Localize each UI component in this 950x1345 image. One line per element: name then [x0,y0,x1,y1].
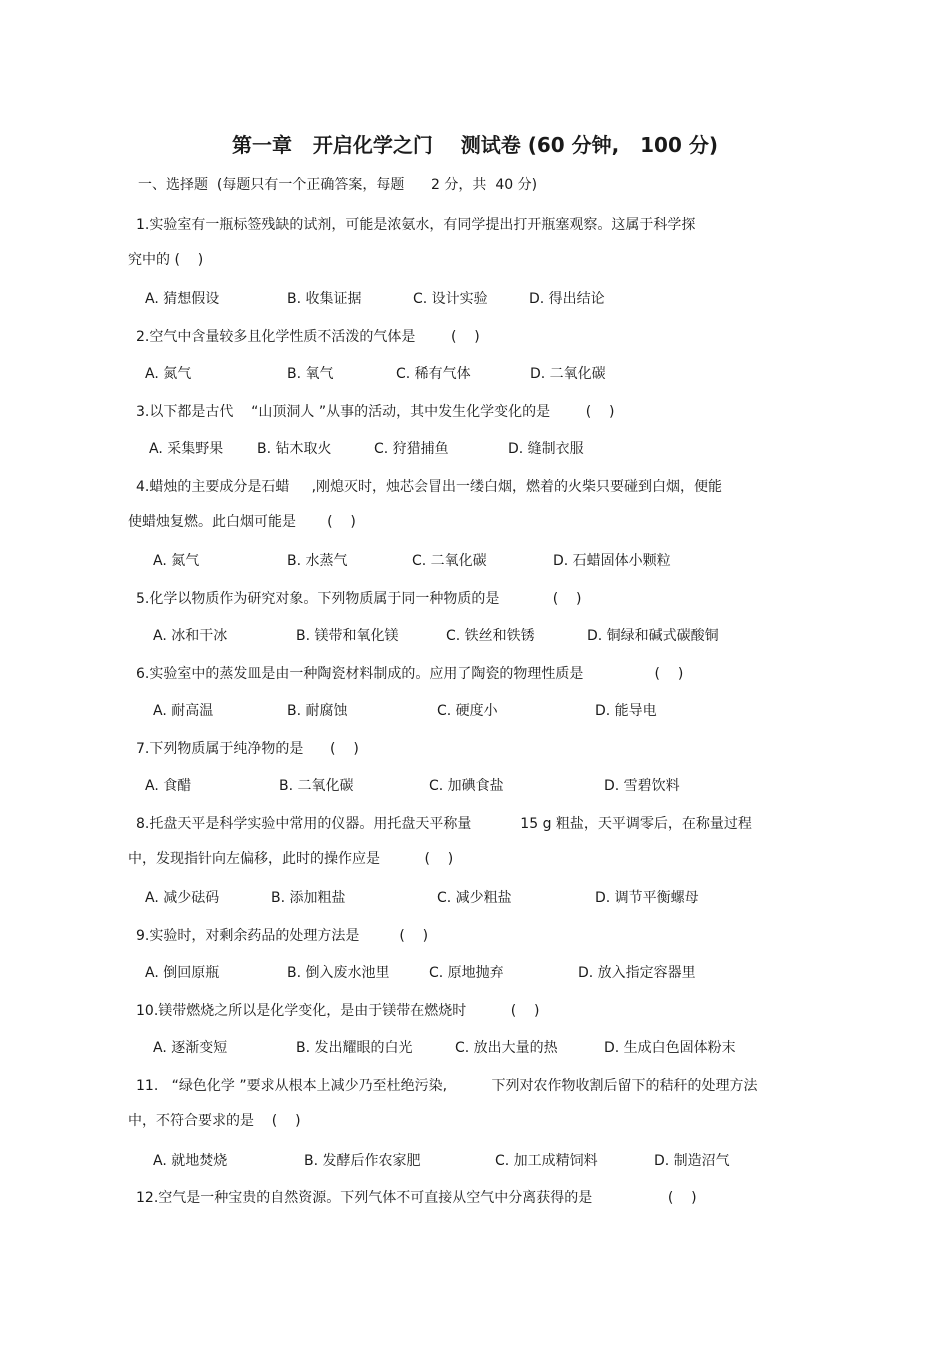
question-8-option-c: C. 减少粗盐 [437,890,512,906]
question-2-option-c: C. 稀有气体 [396,366,471,382]
question-11-option-a: A. 就地焚烧 [153,1153,228,1169]
question-4-option-d: D. 石蜡固体小颗粒 [553,553,671,569]
question-3-option-c: C. 狩猎捕鱼 [374,441,449,457]
question-7-option-c: C. 加碘食盐 [429,778,504,794]
question-9-option-c: C. 原地抛弃 [429,965,504,981]
question-4-option-a: A. 氮气 [153,553,200,569]
question-2-line-1: 2.空气中含量较多且化学性质不活泼的气体是 ( ) [136,329,480,345]
exam-title: 第一章 开启化学之门 测试卷 (60 分钟, 100 分) [232,133,718,157]
question-8-option-a: A. 减少砝码 [145,890,220,906]
question-3-option-b: B. 钻木取火 [257,441,332,457]
question-2-option-a: A. 氮气 [145,366,192,382]
question-6-option-b: B. 耐腐蚀 [287,703,348,719]
question-7-option-b: B. 二氧化碳 [279,778,354,794]
question-7-option-a: A. 食醋 [145,778,192,794]
question-9-option-a: A. 倒回原瓶 [145,965,220,981]
question-2-option-d: D. 二氧化碳 [530,366,606,382]
question-10-option-c: C. 放出大量的热 [455,1040,558,1056]
question-12-line-1: 12.空气是一种宝贵的自然资源。下列气体不可直接从空气中分离获得的是 ( ) [136,1190,697,1206]
question-10-option-b: B. 发出耀眼的白光 [296,1040,413,1056]
section-heading: 一、选择题 (每题只有一个正确答案，每题 2 分，共 40 分) [138,177,538,193]
question-3-line-1: 3.以下都是古代 “山顶洞人 ”从事的活动，其中发生化学变化的是 ( ) [136,404,615,420]
question-6-line-1: 6.实验室中的蒸发皿是由一种陶瓷材料制成的。应用了陶瓷的物理性质是 ( ) [136,666,684,682]
question-3-option-a: A. 采集野果 [149,441,224,457]
question-3-option-d: D. 缝制衣服 [508,441,584,457]
question-4-option-c: C. 二氧化碳 [412,553,487,569]
question-8-option-d: D. 调节平衡螺母 [595,890,699,906]
question-11-option-d: D. 制造沼气 [654,1153,730,1169]
question-8-line-1: 8.托盘天平是科学实验中常用的仪器。用托盘天平称量 15 g 粗盐，天平调零后，在称量过程 [136,816,752,832]
question-1-line-2: 究中的 ( ) [128,252,204,268]
question-10-option-a: A. 逐渐变短 [153,1040,228,1056]
question-10-option-d: D. 生成白色固体粉末 [604,1040,736,1056]
question-11-option-c: C. 加工成精饲料 [495,1153,598,1169]
question-8-option-b: B. 添加粗盐 [271,890,346,906]
question-1-option-b: B. 收集证据 [287,291,362,307]
question-6-option-c: C. 硬度小 [437,703,498,719]
question-4-line-2: 使蜡烛复燃。此白烟可能是 ( ) [128,514,356,530]
question-1-line-1: 1.实验室有一瓶标签残缺的试剂，可能是浓氨水，有同学提出打开瓶塞观察。这属于科学探 [136,217,696,233]
question-2-option-b: B. 氧气 [287,366,334,382]
question-6-option-d: D. 能导电 [595,703,657,719]
question-9-option-d: D. 放入指定容器里 [578,965,696,981]
question-10-line-1: 10.镁带燃烧之所以是化学变化，是由于镁带在燃烧时 ( ) [136,1003,540,1019]
question-5-option-d: D. 铜绿和碱式碳酸铜 [587,628,719,644]
question-1-option-d: D. 得出结论 [529,291,605,307]
question-9-option-b: B. 倒入废水池里 [287,965,390,981]
question-7-line-1: 7.下列物质属于纯净物的是 ( ) [136,741,359,757]
question-8-line-2: 中，发现指针向左偏移，此时的操作应是 ( ) [128,851,454,867]
question-1-option-c: C. 设计实验 [413,291,488,307]
question-1-option-a: A. 猜想假设 [145,291,220,307]
question-5-option-c: C. 铁丝和铁锈 [446,628,535,644]
question-11-option-b: B. 发酵后作农家肥 [304,1153,421,1169]
question-6-option-a: A. 耐高温 [153,703,214,719]
question-9-line-1: 9.实验时，对剩余药品的处理方法是 ( ) [136,928,429,944]
question-7-option-d: D. 雪碧饮料 [604,778,680,794]
question-5-option-b: B. 镁带和氧化镁 [296,628,399,644]
question-4-option-b: B. 水蒸气 [287,553,348,569]
question-5-option-a: A. 冰和干冰 [153,628,228,644]
question-5-line-1: 5.化学以物质作为研究对象。下列物质属于同一种物质的是 ( ) [136,591,582,607]
question-11-line-1: 11. “绿色化学 ”要求从根本上减少乃至杜绝污染, 下列对农作物收割后留下的秸秆的处理方法 [136,1078,758,1094]
question-11-line-2: 中，不符合要求的是 ( ) [128,1113,301,1129]
question-4-line-1: 4.蜡烛的主要成分是石蜡 ,刚熄灭时，烛芯会冒出一缕白烟，燃着的火柴只要碰到白烟，便能 [136,479,723,495]
